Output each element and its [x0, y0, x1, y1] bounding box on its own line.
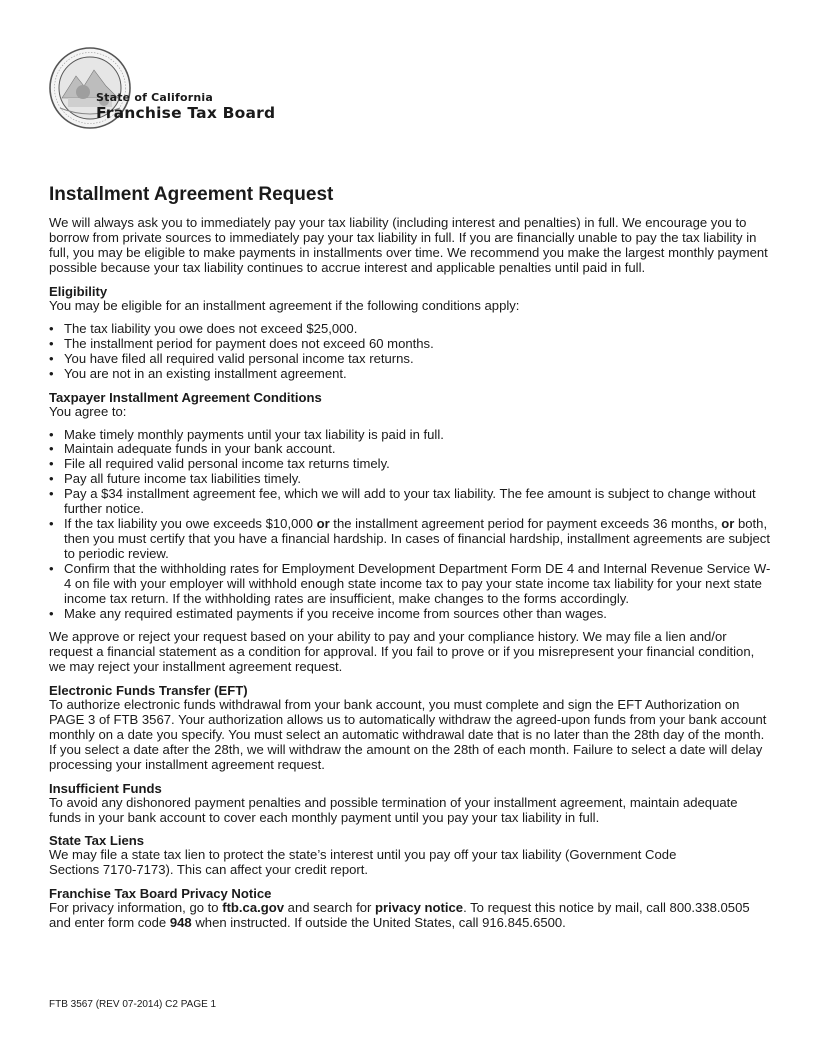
item-text: the installment agreement period for payment exceeds 36 months,	[329, 516, 722, 532]
state-label: State of California	[96, 91, 213, 104]
liens-line: We may file a state tax lien to protect the state’s interest until you pay off your tax liability (Government Code	[49, 847, 677, 863]
document-body	[49, 184, 771, 931]
intro-paragraph: We will always ask you to immediately pay your tax liability (including interest and penalties) in full. We encourage you to borrow from private sources to immediately pay your tax liability in full. If you are financially unable to pay the tax liability in full, you may be eligible to make payments in installments over time. We recommend you make the largest monthly payment possible because your tax liability continues to accrue interest and applicable penalties until paid in full.	[49, 215, 768, 275]
list-item-hardship	[49, 517, 771, 562]
form-footer: FTB 3567 (REV 07-2014) C2 PAGE 1	[49, 999, 217, 1010]
privacy-text: For privacy information, go to	[49, 900, 223, 916]
list-item: • Pay a $34 installment agreement fee, which we will add to your tax liability. The fee amount is subject to change without further notice.	[49, 487, 771, 517]
privacy-notice-heading: Franchise Tax Board Privacy Notice	[49, 886, 272, 902]
list-item: • The tax liability you owe does not exceed $25,000.	[49, 322, 771, 337]
agency-label: Franchise Tax Board	[96, 104, 276, 122]
search-term: privacy notice	[375, 900, 464, 916]
list-item: • You have filed all required valid personal income tax returns.	[49, 352, 771, 367]
page-title: Installment Agreement Request	[49, 184, 334, 205]
conditions-list	[49, 428, 771, 622]
item-text: both, then you must certify that you have a financial hardship. In cases of financial hardship, installment agreements are subject to periodic review.	[64, 516, 770, 562]
state-tax-liens-paragraph	[49, 848, 771, 878]
eft-heading: Electronic Funds Transfer (EFT)	[49, 682, 248, 698]
privacy-notice-paragraph	[49, 901, 771, 931]
website-link: ftb.ca.gov	[222, 900, 285, 916]
list-item: • Maintain adequate funds in your bank account.	[49, 442, 771, 457]
form-code: 948	[169, 915, 192, 931]
insufficient-funds-paragraph: To avoid any dishonored payment penalties and possible termination of your installment agreement, maintain adequate funds in your bank account to cover each monthly payment until you pay your tax liability in full.	[49, 794, 738, 825]
eligibility-lead: You may be eligible for an installment agreement if the following conditions apply:	[49, 297, 520, 313]
or-emphasis: or	[721, 516, 735, 532]
conditions-heading: Taxpayer Installment Agreement Conditions	[49, 389, 322, 405]
agency-name	[96, 91, 275, 122]
list-item: • The installment period for payment does not exceed 60 months.	[49, 337, 771, 352]
eligibility-heading: Eligibility	[49, 283, 108, 299]
or-emphasis: or	[316, 516, 330, 532]
list-item: • Confirm that the withholding rates for Employment Development Department Form DE 4 and Internal Revenue Service W-4 on file with your employer will withhold enough state income tax to pay your state income tax liability for your next state income tax return. If the withholding rates are insufficient, make changes to the forms accordingly.	[49, 562, 771, 607]
conditions-lead: You agree to:	[49, 403, 127, 419]
list-item: • Make timely monthly payments until your tax liability is paid in full.	[49, 428, 771, 443]
list-item: • Make any required estimated payments if you receive income from sources other than wages.	[49, 607, 771, 622]
privacy-text: . To request this notice by mail, call 800.338.0505 and enter form code	[49, 900, 750, 931]
item-text: If the tax liability you owe exceeds $10,000	[64, 516, 317, 532]
list-item: • File all required valid personal income tax returns timely.	[49, 457, 771, 472]
list-item: • Pay all future income tax liabilities timely.	[49, 472, 771, 487]
liens-line: Sections 7170-7173). This can affect your credit report.	[49, 862, 369, 878]
insufficient-funds-heading: Insufficient Funds	[49, 780, 162, 796]
privacy-text: and search for	[284, 900, 376, 916]
privacy-text: when instructed. If outside the United States, call 916.845.6500.	[191, 915, 566, 931]
eft-paragraph: To authorize electronic funds withdrawal from your bank account, you must complete and sign the EFT Authorization on PAGE 3 of FTB 3567. Your authorization allows us to automatically withdraw the agreed-upon funds from your bank account monthly on a date you specify. You must select an automatic withdrawal date that is no later than the 28th day of the month. If you select a date after the 28th, we will withdraw the amount on the 28th of each month. Failure to select a date will delay processing your installment agreement request.	[49, 696, 767, 772]
eligibility-list	[49, 322, 771, 382]
list-item: • You are not in an existing installment agreement.	[49, 367, 771, 382]
approval-paragraph: We approve or reject your request based on your ability to pay and your compliance history. We may file a lien and/or request a financial statement as a condition for approval. If you fail to prove or if you misrepresent your financial condition, we may reject your installment agreement request.	[49, 628, 755, 674]
letterhead	[48, 46, 348, 132]
state-tax-liens-heading: State Tax Liens	[49, 833, 145, 849]
